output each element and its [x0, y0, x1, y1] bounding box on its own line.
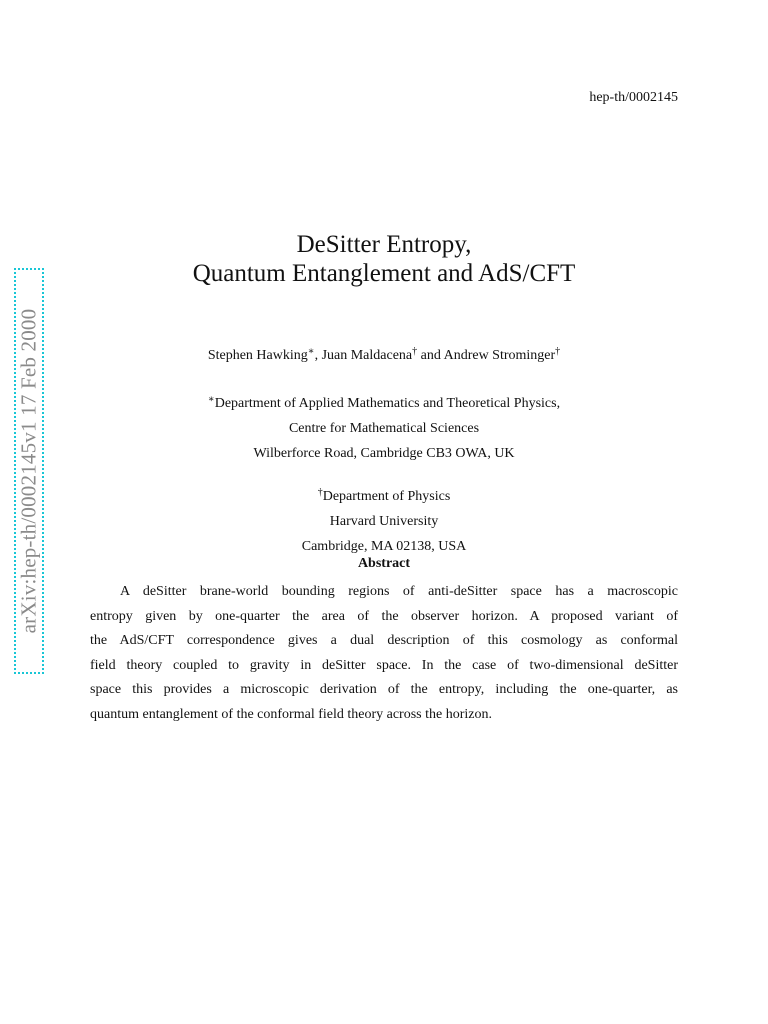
author-strominger: and Andrew Strominger	[417, 348, 556, 363]
affiliation-line: Cambridge, MA 02138, USA	[301, 539, 467, 554]
report-number: hep-th/0002145	[589, 90, 678, 105]
author-hawking: Stephen Hawking	[207, 348, 308, 363]
affiliation-mark-dagger: †	[555, 346, 561, 357]
affiliation-line: Wilberforce Road, Cambridge CB3 OWA, UK	[253, 446, 515, 461]
affiliation-harvard	[0, 480, 768, 559]
abstract-line: entropy given by one-quarter the area of the observer horizon. A proposed variant of	[90, 608, 678, 624]
arxiv-stamp[interactable]	[14, 268, 44, 674]
affiliation-line: Centre for Mathematical Sciences	[288, 421, 480, 436]
title-line-1: DeSitter Entropy,	[296, 231, 472, 258]
abstract-line: space this provides a microscopic derivation of the entropy, including the one-quarter, as	[90, 682, 678, 697]
abstract-line: field theory coupled to gravity in deSitter space. In the case of two-dimensional deSitter	[90, 657, 678, 673]
abstract-line: quantum entanglement of the conformal field theory across the horizon.	[90, 706, 492, 722]
author-list	[0, 346, 768, 364]
abstract-line: A deSitter brane-world bounding regions of anti-deSitter space has a macroscopic	[120, 584, 678, 599]
paper-title	[0, 230, 768, 288]
affiliation-mark-star: ∗	[307, 346, 315, 357]
affiliation-mark-dagger: †	[317, 487, 323, 498]
affiliation-mark-dagger: †	[412, 346, 418, 357]
affiliation-line: Harvard University	[329, 514, 439, 529]
abstract-heading: Abstract	[357, 556, 411, 571]
abstract-text	[90, 580, 678, 727]
title-line-2: Quantum Entanglement and AdS/CFT	[192, 260, 576, 287]
abstract-line: the AdS/CFT correspondence gives a dual description of this cosmology as conformal	[90, 633, 678, 648]
affiliation-cambridge	[0, 387, 768, 466]
author-maldacena: , Juan Maldacena	[314, 348, 413, 363]
affiliation-mark-star: ∗	[207, 394, 215, 405]
affiliation-line: Department of Physics	[322, 489, 451, 504]
arxiv-stamp-text: arXiv:hep-th/0002145v1 17 Feb 2000	[16, 308, 41, 634]
affiliation-line: Department of Applied Mathematics and Theoretical Physics,	[214, 396, 561, 411]
